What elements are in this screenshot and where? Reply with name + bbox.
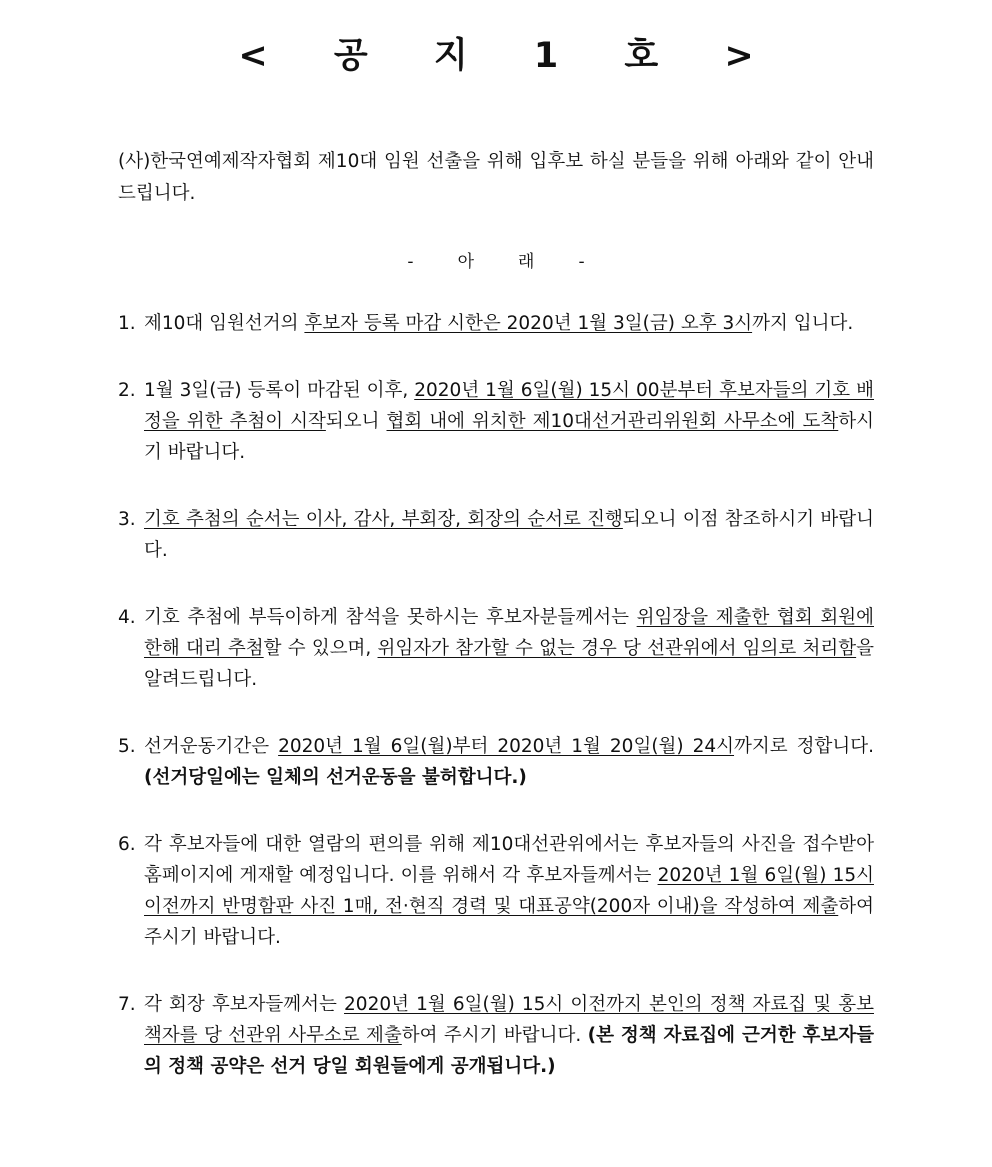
item-underlined-text: 후보자 등록 마감 시한은 2020년 1월 3일(금) 오후 3시 [304, 313, 753, 334]
notice-page [0, 30, 992, 1167]
item-text: 기호 추첨에 부득이하게 참석을 못하시는 후보자분들께서는 [144, 607, 637, 628]
item-underlined-text: 기호 추첨의 순서는 이사, 감사, 부회장, 회장의 순서로 진행 [144, 509, 623, 530]
item-text: 까지로 정합니다. [734, 736, 874, 757]
item-text: 까지 입니다. [752, 313, 854, 334]
item-underlined-text: 2020년 1월 6일(월) 15시 이전까지 반명함판 사진 1매, 전·현직 경력 및 대표공약(200자 이내)을 작성하여 제출 [144, 865, 874, 917]
item-underlined-text: 2020년 1월 6일(월) 15시 이전까지 본인의 정책 자료집 및 홍보책자를 당 선관위 사무소로 제출 [144, 994, 874, 1046]
subheading-word-2: 래 [518, 252, 535, 272]
notice-item-3 [118, 504, 874, 566]
item-number: 2. [118, 380, 136, 401]
item-text: 되오니 [325, 411, 387, 432]
notice-item-1 [118, 308, 874, 339]
item-bold-text: (선거당일에는 일체의 선거운동을 불허합니다.) [144, 767, 527, 788]
item-text: 1월 3일(금) 등록이 마감된 이후, [144, 380, 415, 401]
item-number: 5. [118, 736, 136, 757]
item-underlined-text: 위임장을 제출한 협회 회원에 한해 대리 추첨 [144, 607, 874, 659]
item-underlined-text: 2020년 1월 6일(월) 15시 00분부터 후보자들의 기호 배정을 위한 추첨이 시작 [144, 380, 875, 432]
subheading [118, 250, 874, 274]
item-underlined-text: 2020년 1월 6일(월)부터 2020년 1월 20일(월) 24시 [278, 736, 735, 757]
item-text: 각 후보자들에 대한 열람의 편의를 위해 제10대선관위에서는 후보자들의 사진을 접수받아 홈페이지에 게재할 예정입니다. 이를 위해서 각 후보자들께서는 [144, 834, 874, 886]
item-underlined-text: 협회 내에 위치한 제10대선거관리위원회 사무소에 도착 [386, 411, 839, 432]
item-text: 하시기 바랍니다. [144, 411, 875, 463]
item-number: 1. [118, 313, 136, 334]
item-text: 하여 주시기 바랍니다. [144, 896, 874, 948]
item-text: 선거운동기간은 [144, 736, 279, 757]
notice-items [118, 308, 874, 1082]
notice-title: < 공 지 1 호 > [238, 36, 781, 76]
item-number: 7. [118, 994, 136, 1015]
item-underlined-text: 위임자가 참가할 수 없는 경우 당 선관위에서 임의로 처리함 [377, 638, 857, 659]
item-number: 3. [118, 509, 136, 530]
notice-item-4 [118, 602, 874, 695]
item-text: 각 회장 후보자들께서는 [144, 994, 345, 1015]
item-text: 할 수 있으며, [263, 638, 378, 659]
subheading-word-1: 아 [457, 252, 474, 272]
notice-item-7 [118, 989, 874, 1082]
item-number: 4. [118, 607, 136, 628]
notice-item-6 [118, 829, 874, 953]
item-text: 하여 주시기 바랍니다. [401, 1025, 588, 1046]
intro-paragraph: (사)한국연예제작자협회 제10대 임원 선출을 위해 입후보 하실 분들을 위해 아래와 같이 안내드립니다. [118, 151, 874, 204]
notice-item-5 [118, 731, 874, 793]
item-text: 되오니 이점 참조하시기 바랍니다. [144, 509, 874, 561]
item-bold-text: (본 정책 자료집에 근거한 후보자들의 정책 공약은 선거 당일 회원들에게 공개됩니다.) [144, 1025, 874, 1077]
notice-item-2 [118, 375, 874, 468]
item-number: 6. [118, 834, 136, 855]
item-text: 을 알려드립니다. [144, 638, 874, 690]
subheading-dash-left: - [407, 252, 414, 272]
subheading-dash-right: - [578, 252, 585, 272]
item-text: 제10대 임원선거의 [144, 313, 305, 334]
